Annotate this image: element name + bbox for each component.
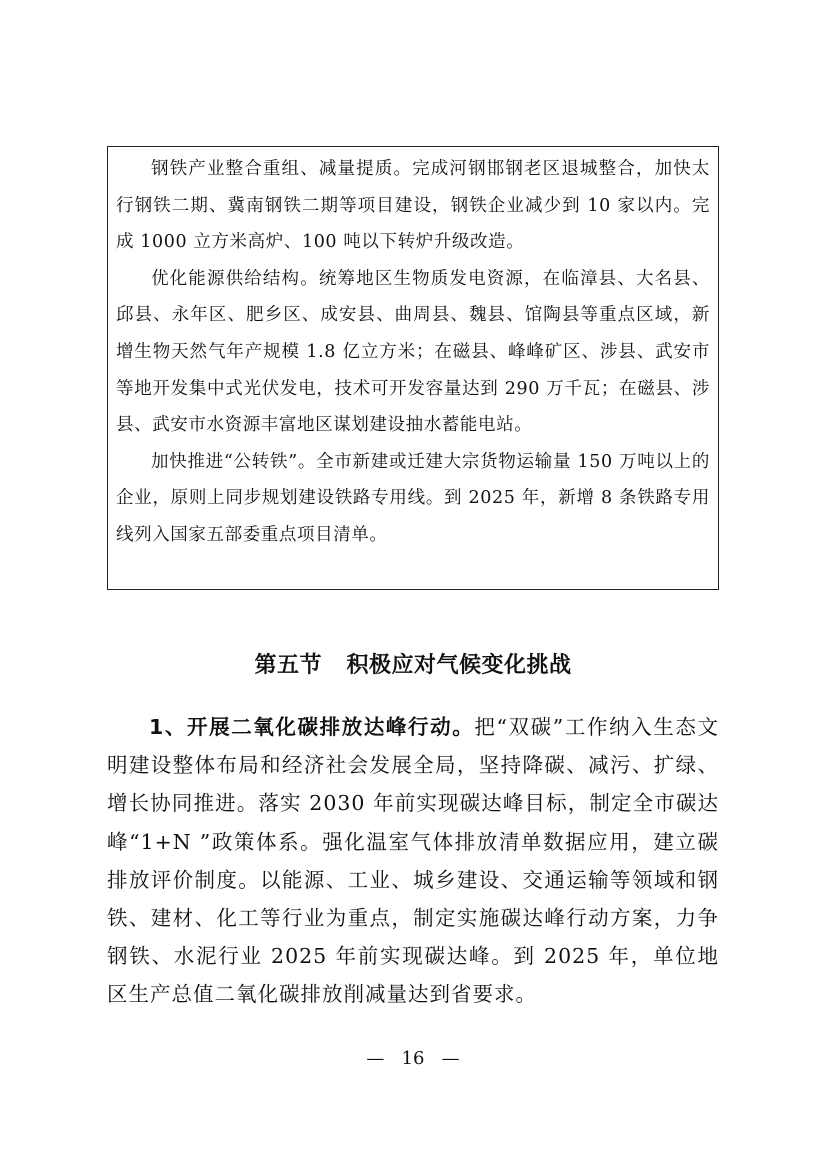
section-title: 第五节 积极应对气候变化挑战 [254, 653, 572, 678]
page-number: — 16 — [366, 1048, 460, 1069]
body-paragraph-text: 把“双碳”工作纳入生态文明建设整体布局和经济社会发展全局，坚持降碳、减污、扩绿、增长协同推进。落实 2030 年前实现碳达峰目标，制定全市碳达峰“1+N ”政策体系。强化温室气体排放清单数据应用，建立碳排放评价制度。以能源、工业、城乡建设、交通运输等领域和钢铁、建材、化工等行业为重点，制定实施碳达峰行动方案，力争钢铁、水泥行业 2025 年前实现碳达峰。到 2025 年，单位地区生产总值二氧化碳排放削减量达到省要求。 [107, 715, 719, 1007]
box-paragraph-steel: 钢铁产业整合重组、减量提质。完成河钢邯钢老区退城整合，加快太行钢铁二期、冀南钢铁二期等项目建设，钢铁企业减少到 10 家以内。完成 1000 立方米高炉、100 吨以下转炉升级改造。 [116, 159, 710, 253]
body-paragraph [107, 708, 719, 1014]
box-paragraph-energy: 优化能源供给结构。统筹地区生物质发电资源，在临漳县、大名县、邱县、永年区、肥乡区、成安县、曲周县、魏县、馆陶县等重点区域，新增生物天然气年产规模 1.8 亿立方米；在磁县、峰峰矿区、涉县、武安市等地开发集中式光伏发电，技术可开发容量达到 290 万千瓦；在磁县、涉县、武安市水资源丰富地区谋划建设抽水蓄能电站。 [116, 268, 710, 436]
policy-text-box [107, 146, 719, 590]
body-paragraph-lead: 1、开展二氧化碳排放达峰行动。 [149, 715, 475, 739]
box-paragraph-rail: 加快推进“公转铁”。全市新建或迁建大宗货物运输量 150 万吨以上的企业，原则上同步规划建设铁路专用线。到 2025 年，新增 8 条铁路专用线列入国家五部委重点项目清单。 [116, 451, 710, 545]
